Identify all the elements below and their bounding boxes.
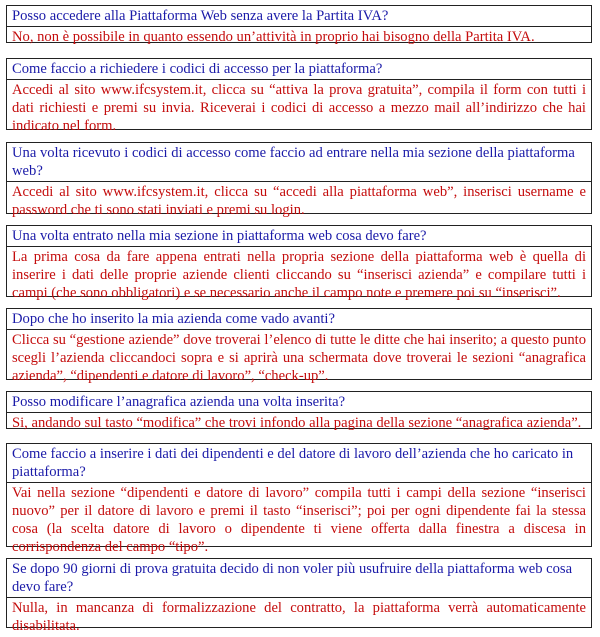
faq-question: Come faccio a inserire i dati dei dipendenti e del datore di lavoro dell’azienda che ho caricato in piattaforma? xyxy=(7,444,591,483)
faq-item-insert-employees xyxy=(6,443,592,555)
faq-answer: Nulla, in mancanza di formalizzazione del contratto, la piattaforma verrà automaticamente disabilitata. xyxy=(12,600,586,634)
faq-question: Posso modificare l’anagrafica azienda una volta inserita? xyxy=(7,392,591,413)
faq-answer: No, non è possibile in quanto essendo un’attività in proprio hai bisogno della Partita IVA. xyxy=(12,29,535,45)
faq-item-modify-registry xyxy=(6,391,592,429)
faq-answer: Clicca su “gestione aziende” dove troverai l’elenco di tutte le ditte che hai inserito; a questo punto scegli l’azienda cliccandoci sopra e si aprirà una schermata dove troverai le sezioni “anagrafica azienda”, “dipendenti e datore di lavoro”, “check-up”. xyxy=(12,332,586,384)
faq-item-after-trial xyxy=(6,558,592,634)
faq-answer: Si, andando sul tasto “modifica” che trovi infondo alla pagina della sezione “anagrafica azienda”. xyxy=(12,415,582,431)
faq-question: Posso accedere alla Piattaforma Web senza avere la Partita IVA? xyxy=(7,6,591,27)
faq-item-enter-section xyxy=(6,142,592,218)
faq-item-access-without-vat xyxy=(6,5,592,43)
faq-item-after-inserting-company xyxy=(6,308,592,384)
faq-question: Come faccio a richiedere i codici di accesso per la piattaforma? xyxy=(7,59,591,80)
faq-question: Se dopo 90 giorni di prova gratuita decido di non voler più usufruire della piattaforma web cosa devo fare? xyxy=(7,559,591,598)
faq-item-first-steps xyxy=(6,225,592,301)
faq-answer: Accedi al sito www.ifcsystem.it, clicca su “attiva la prova gratuita”, compila il form con tutti i dati richiesti e premi su invia. Riceverai i codici di accesso a mezzo mail all’indirizzo che hai indicato nel form. xyxy=(12,82,586,134)
faq-question: Una volta ricevuto i codici di accesso come faccio ad entrare nella mia sezione della piattaforma web? xyxy=(7,143,591,182)
faq-question: Una volta entrato nella mia sezione in piattaforma web cosa devo fare? xyxy=(7,226,591,247)
faq-question: Dopo che ho inserito la mia azienda come vado avanti? xyxy=(7,309,591,330)
faq-item-request-access-codes xyxy=(6,58,592,134)
faq-answer: La prima cosa da fare appena entrati nella propria sezione della piattaforma web è quella di inserire i dati delle proprie aziende clienti cliccando su “inserisci azienda” e compilare tutti i campi (che sono obbligatori) e se necessario anche il campo note e premere poi su “inserisci”. xyxy=(12,249,586,301)
faq-answer: Accedi al sito www.ifcsystem.it, clicca su “accedi alla piattaforma web”, inserisci username e password che ti sono stati inviati e premi su login. xyxy=(12,184,586,218)
faq-answer: Vai nella sezione “dipendenti e datore di lavoro” compila tutti i campi della sezione “inserisci nuovo” per il datore di lavoro e premi il tasto “inserisci”; poi per ogni dipendente fai la stessa cosa (la scelta datore di lavoro o dipendente ti viene offerta dalla finestra a discesa in corrispondenza del campo “tipo”. xyxy=(12,485,586,555)
